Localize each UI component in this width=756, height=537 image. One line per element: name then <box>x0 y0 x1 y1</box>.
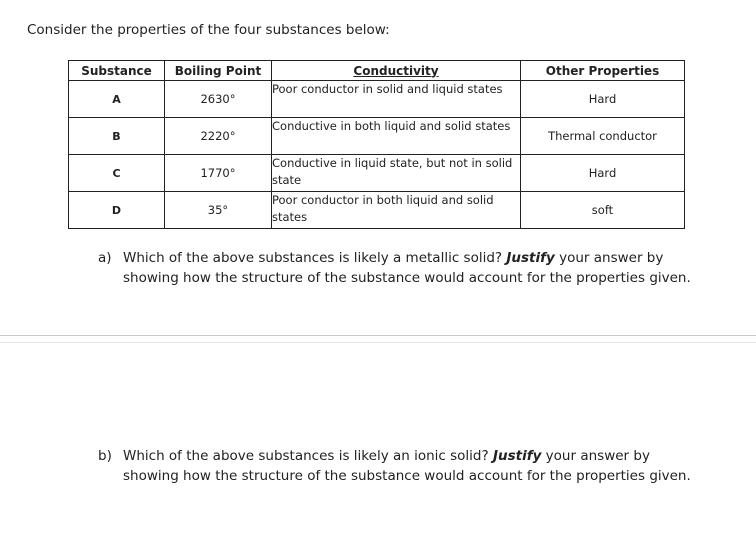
conductivity-cell: Poor conductor in both liquid and solid states <box>272 192 521 229</box>
other-properties-cell: Hard <box>521 155 685 192</box>
question-b <box>98 446 708 486</box>
divider <box>0 342 756 343</box>
substance-cell: D <box>69 192 165 229</box>
table-row <box>69 192 685 229</box>
header-conductivity: Conductivity <box>272 61 521 81</box>
conductivity-cell: Poor conductor in solid and liquid states <box>272 81 521 118</box>
other-properties-cell: Thermal conductor <box>521 118 685 155</box>
boiling-point-cell: 2630° <box>165 81 272 118</box>
other-properties-cell: Hard <box>521 81 685 118</box>
question-b-post: your answer by showing how the structure of the substance would account for the properties given. <box>123 448 691 484</box>
table-row <box>69 118 685 155</box>
question-b-pre: Which of the above substances is likely an ionic solid? <box>123 448 493 464</box>
question-a-label: a) <box>98 250 112 266</box>
boiling-point-cell: 1770° <box>165 155 272 192</box>
conductivity-cell: Conductive in liquid state, but not in solid state <box>272 155 521 192</box>
properties-table <box>68 60 685 229</box>
substance-cell: C <box>69 155 165 192</box>
question-a-pre: Which of the above substances is likely a metallic solid? <box>123 250 507 266</box>
boiling-point-cell: 35° <box>165 192 272 229</box>
question-a <box>98 248 708 288</box>
header-boiling-point: Boiling Point <box>165 61 272 81</box>
question-b-emphasis: Justify <box>492 448 542 464</box>
substance-cell: A <box>69 81 165 118</box>
question-a-emphasis: Justify <box>506 250 555 266</box>
substance-cell: B <box>69 118 165 155</box>
conductivity-cell: Conductive in both liquid and solid states <box>272 118 521 155</box>
table-row <box>69 81 685 118</box>
question-b-label: b) <box>98 448 112 464</box>
question-b-text <box>123 446 708 486</box>
other-properties-cell: soft <box>521 192 685 229</box>
question-a-post: your answer by showing how the structure of the substance would account for the properties given. <box>123 250 691 286</box>
intro-text: Consider the properties of the four substances below: <box>27 22 390 38</box>
table-header-row <box>69 61 685 81</box>
header-substance: Substance <box>69 61 165 81</box>
table-row <box>69 155 685 192</box>
question-a-text <box>123 248 708 288</box>
boiling-point-cell: 2220° <box>165 118 272 155</box>
divider <box>0 335 756 336</box>
header-other-properties: Other Properties <box>521 61 685 81</box>
